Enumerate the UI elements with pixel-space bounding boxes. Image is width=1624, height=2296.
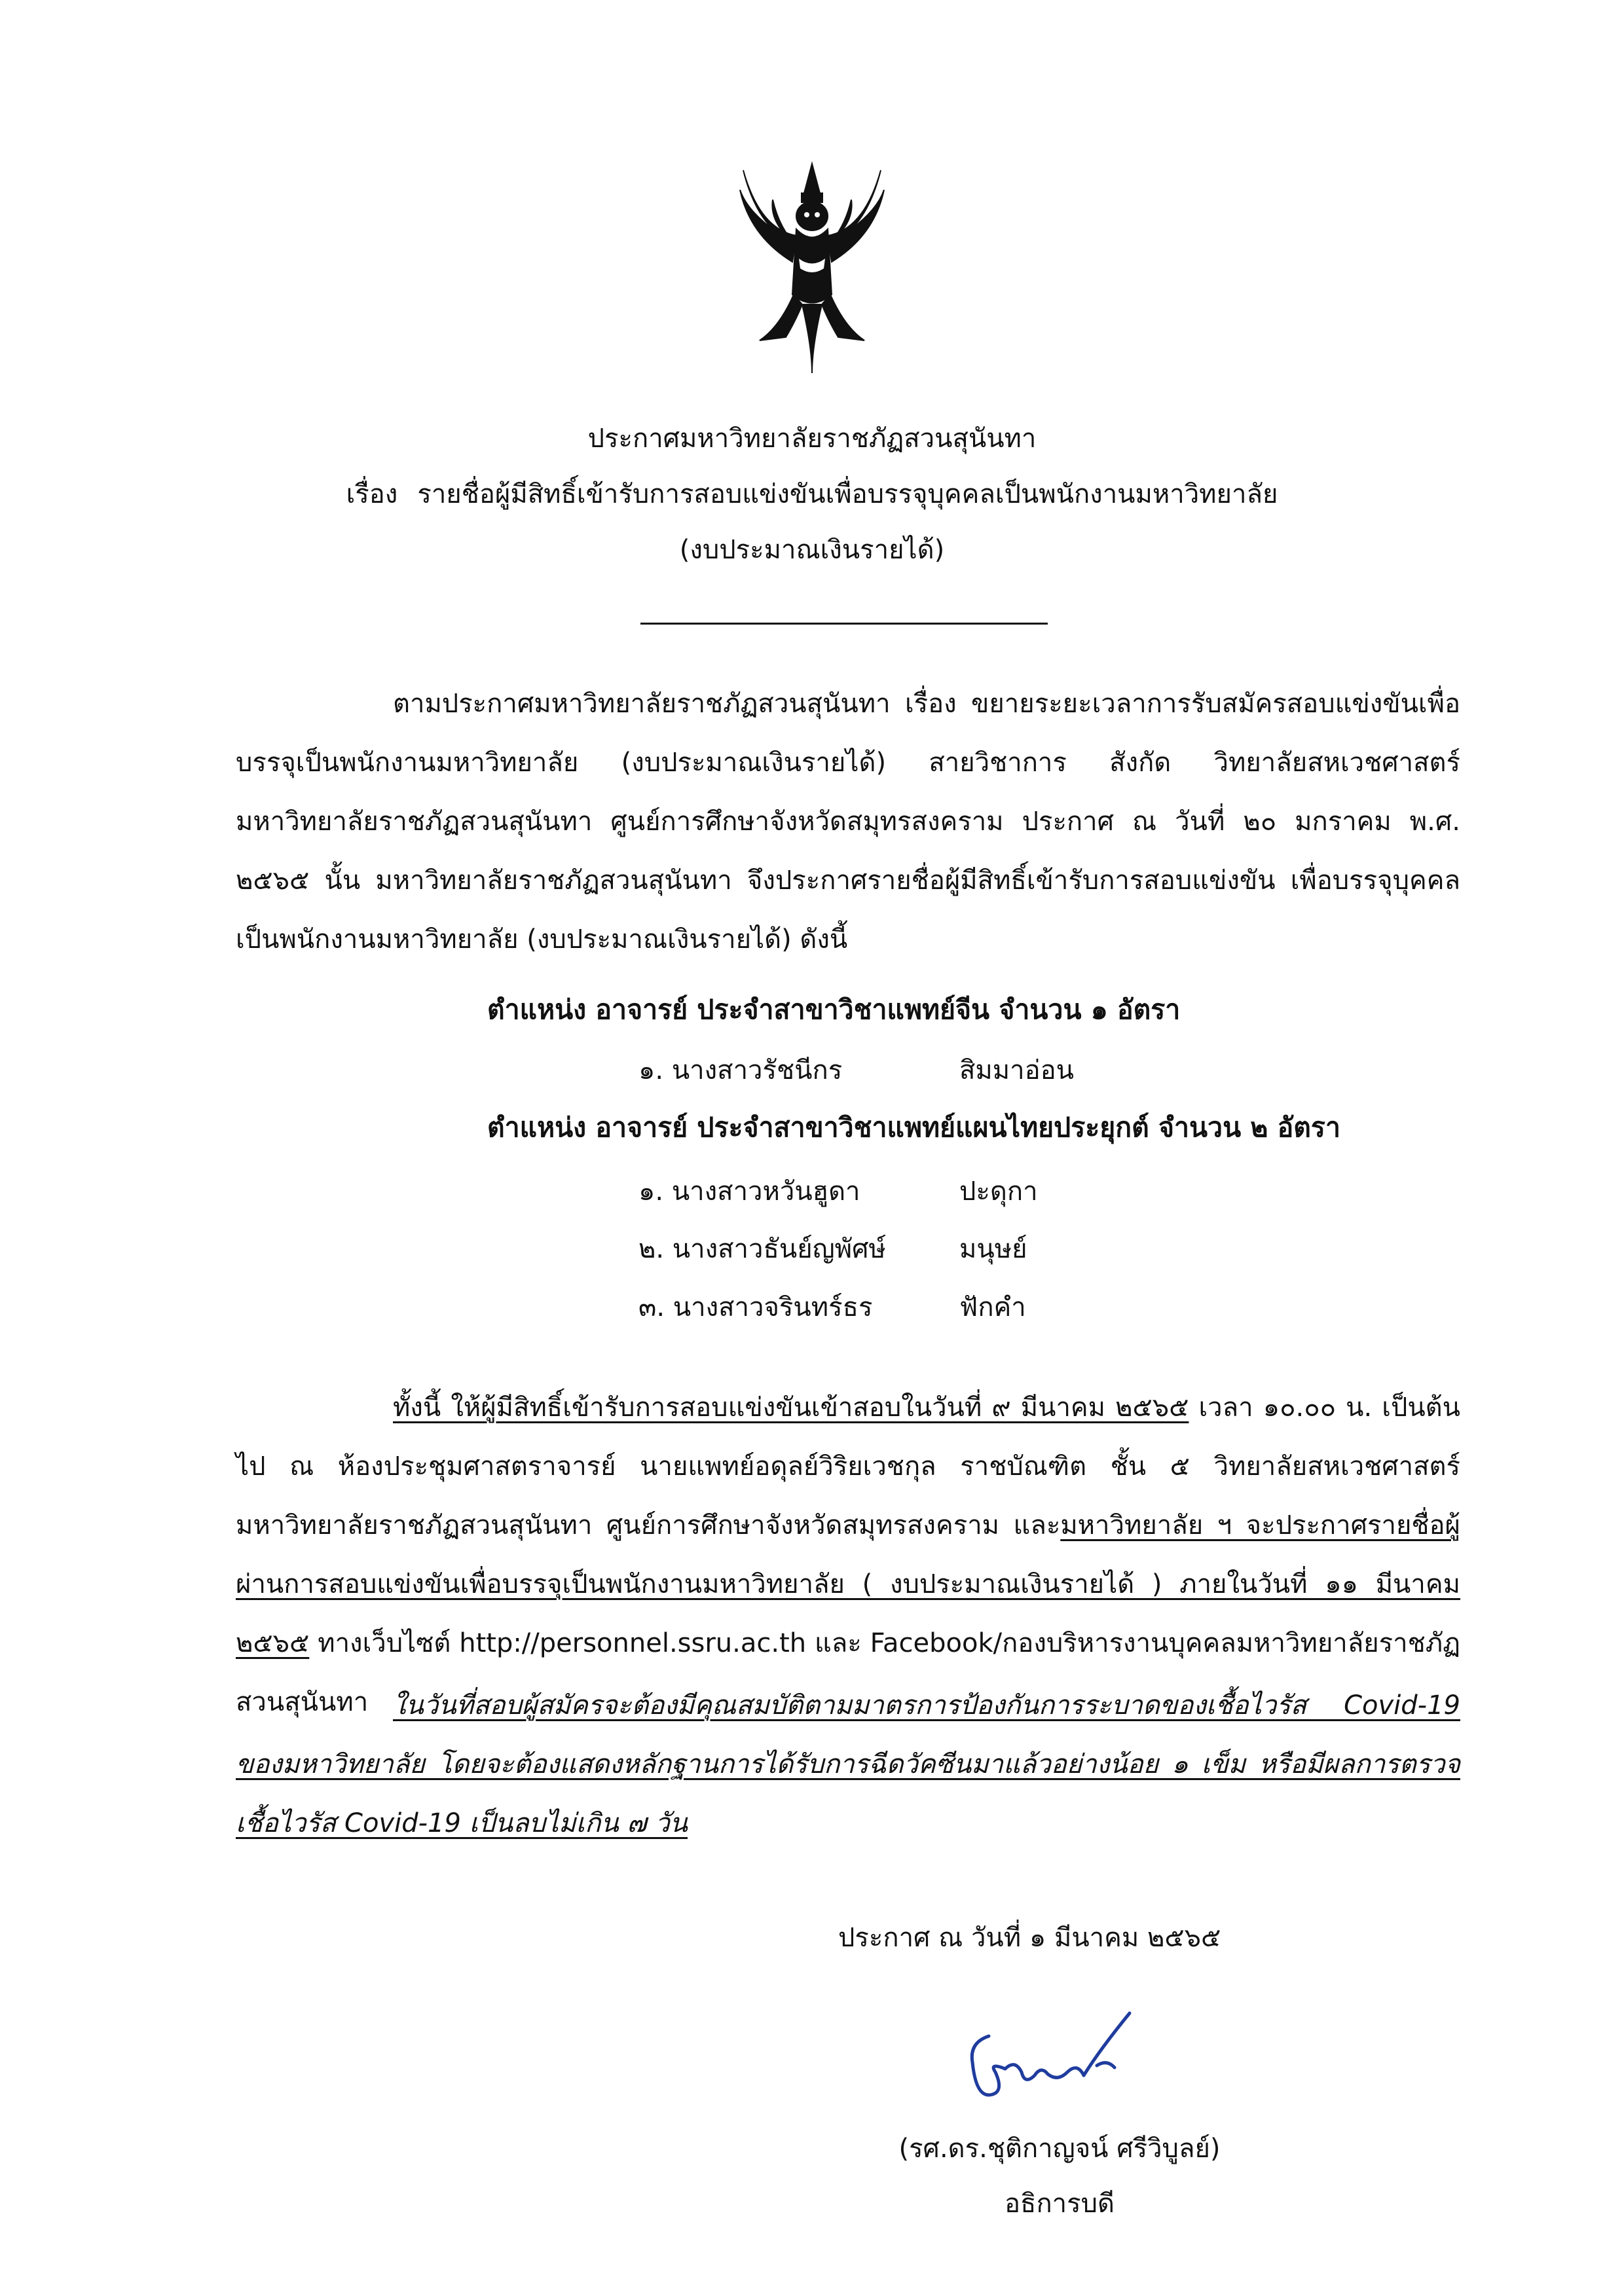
results-channels-text: ทางเว็บไซต์ http://personnel.ssru.ac.th และ Facebook/กองบริหารงานบุคคลมหาวิทยาลัยราชภัฏสวนสุนันทา bbox=[236, 1628, 1460, 1717]
candidate-surname: สิมมาอ่อน bbox=[959, 1055, 1074, 1085]
covid-notice-paragraph bbox=[236, 1676, 1460, 1853]
subject-line bbox=[0, 475, 1624, 514]
exam-location-text: เวลา ๑๐.๐๐ น. เป็นต้นไป ณ ห้องประชุมศาสตราจารย์ นายแพทย์อดุลย์วิริยเวชกุล ราชบัณฑิต ชั้น ๕ วิทยาลัยสหเวชศาสตร์ มหาวิทยาลัยราชภัฏสวนสุนันทา ศูนย์การศึกษาจังหวัดสมุทรสงคราม และ bbox=[236, 1393, 1460, 1540]
candidate-name: ๑. นางสาวหวันฮูดา bbox=[638, 1176, 860, 1207]
signer-title: อธิการบดี bbox=[1005, 2189, 1115, 2219]
candidate-surname: ฟักคำ bbox=[959, 1292, 1026, 1322]
candidate-name: ๑. นางสาวรัชนีกร bbox=[638, 1055, 843, 1085]
position-heading-applied-thai-medicine: ตำแหน่ง อาจารย์ ประจำสาขาวิชาแพทย์แผนไทยประยุกต์ จำนวน ๒ อัตรา bbox=[487, 1112, 1340, 1143]
results-announcement-underlined: มหาวิทยาลัย ฯ จะประกาศรายชื่อผู้ผ่านการสอบแข่งขันเพื่อบรรจุเป็นพนักงานมหาวิทยาลัย ( งบประมาณเงินรายได้ ) ภายในวันที่ ๑๑ มีนาคม ๒๕๖๕ bbox=[236, 1510, 1460, 1658]
intro-paragraph: ตามประกาศมหาวิทยาลัยราชภัฏสวนสุนันทา เรื่อง ขยายระยะเวลาการรับสมัครสอบแข่งขันเพื่อบรรจุเป็นพนักงานมหาวิทยาลัย (งบประมาณเงินรายได้) สายวิชาการ สังกัด วิทยาลัยสหเวชศาสตร์ มหาวิทยาลัยราชภัฏสวนสุนันทา ศูนย์การศึกษาจังหวัดสมุทรสงคราม ประกาศ ณ วันที่ ๒๐ มกราคม พ.ศ. ๒๕๖๕ นั้น มหาวิทยาลัยราชภัฏสวนสุนันทา จึงประกาศรายชื่อผู้มีสิทธิ์เข้ารับการสอบแข่งขัน เพื่อบรรจุบุคคลเป็นพนักงานมหาวิทยาลัย (งบประมาณเงินรายได้) ดังนี้ bbox=[236, 689, 1460, 955]
header-divider bbox=[640, 623, 1048, 625]
garuda-emblem bbox=[733, 131, 891, 380]
candidate-name: ๓. นางสาวจรินทร์ธร bbox=[638, 1292, 873, 1322]
budget-note: (งบประมาณเงินรายได้) bbox=[679, 535, 945, 565]
candidate-surname: ปะดุกา bbox=[959, 1176, 1038, 1207]
signature-image bbox=[943, 1997, 1153, 2115]
candidate-surname: มนุษย์ bbox=[959, 1234, 1027, 1264]
subject-text: รายชื่อผู้มีสิทธิ์เข้ารับการสอบแข่งขันเพื่อบรรจุบุคคลเป็นพนักงานมหาวิทยาลัย bbox=[417, 479, 1278, 509]
announcement-date: ประกาศ ณ วันที่ ๑ มีนาคม ๒๕๖๕ bbox=[838, 1923, 1221, 1953]
subject-label: เรื่อง bbox=[346, 479, 398, 509]
announcement-title: ประกาศมหาวิทยาลัยราชภัฏสวนสุนันทา bbox=[587, 424, 1037, 454]
exam-date-underlined: ทั้งนี้ ให้ผู้มีสิทธิ์เข้ารับการสอบแข่งขันเข้าสอบในวันที่ ๙ มีนาคม ๒๕๖๕ bbox=[393, 1393, 1189, 1423]
position-heading-chinese-medicine: ตำแหน่ง อาจารย์ ประจำสาขาวิชาแพทย์จีน จำนวน ๑ อัตรา bbox=[487, 994, 1181, 1025]
candidate-name: ๒. นางสาวธันย์ญพัศษ์ bbox=[638, 1234, 886, 1264]
signer-name: (รศ.ดร.ชุติกาญจน์ ศรีวิบูลย์) bbox=[898, 2134, 1221, 2164]
covid-notice-text: ในวันที่สอบผู้สมัครจะต้องมีคุณสมบัติตามมาตรการป้องกันการระบาดของเชื้อไวรัส Covid-19 ของมหาวิทยาลัย โดยจะต้องแสดงหลักฐานการได้รับการฉีดวัคซีนมาแล้วอย่างน้อย ๑ เข็ม หรือมีผลการตรวจเชื้อไวรัส Covid-19 เป็นลบไม่เกิน ๗ วัน bbox=[236, 1690, 1460, 1838]
